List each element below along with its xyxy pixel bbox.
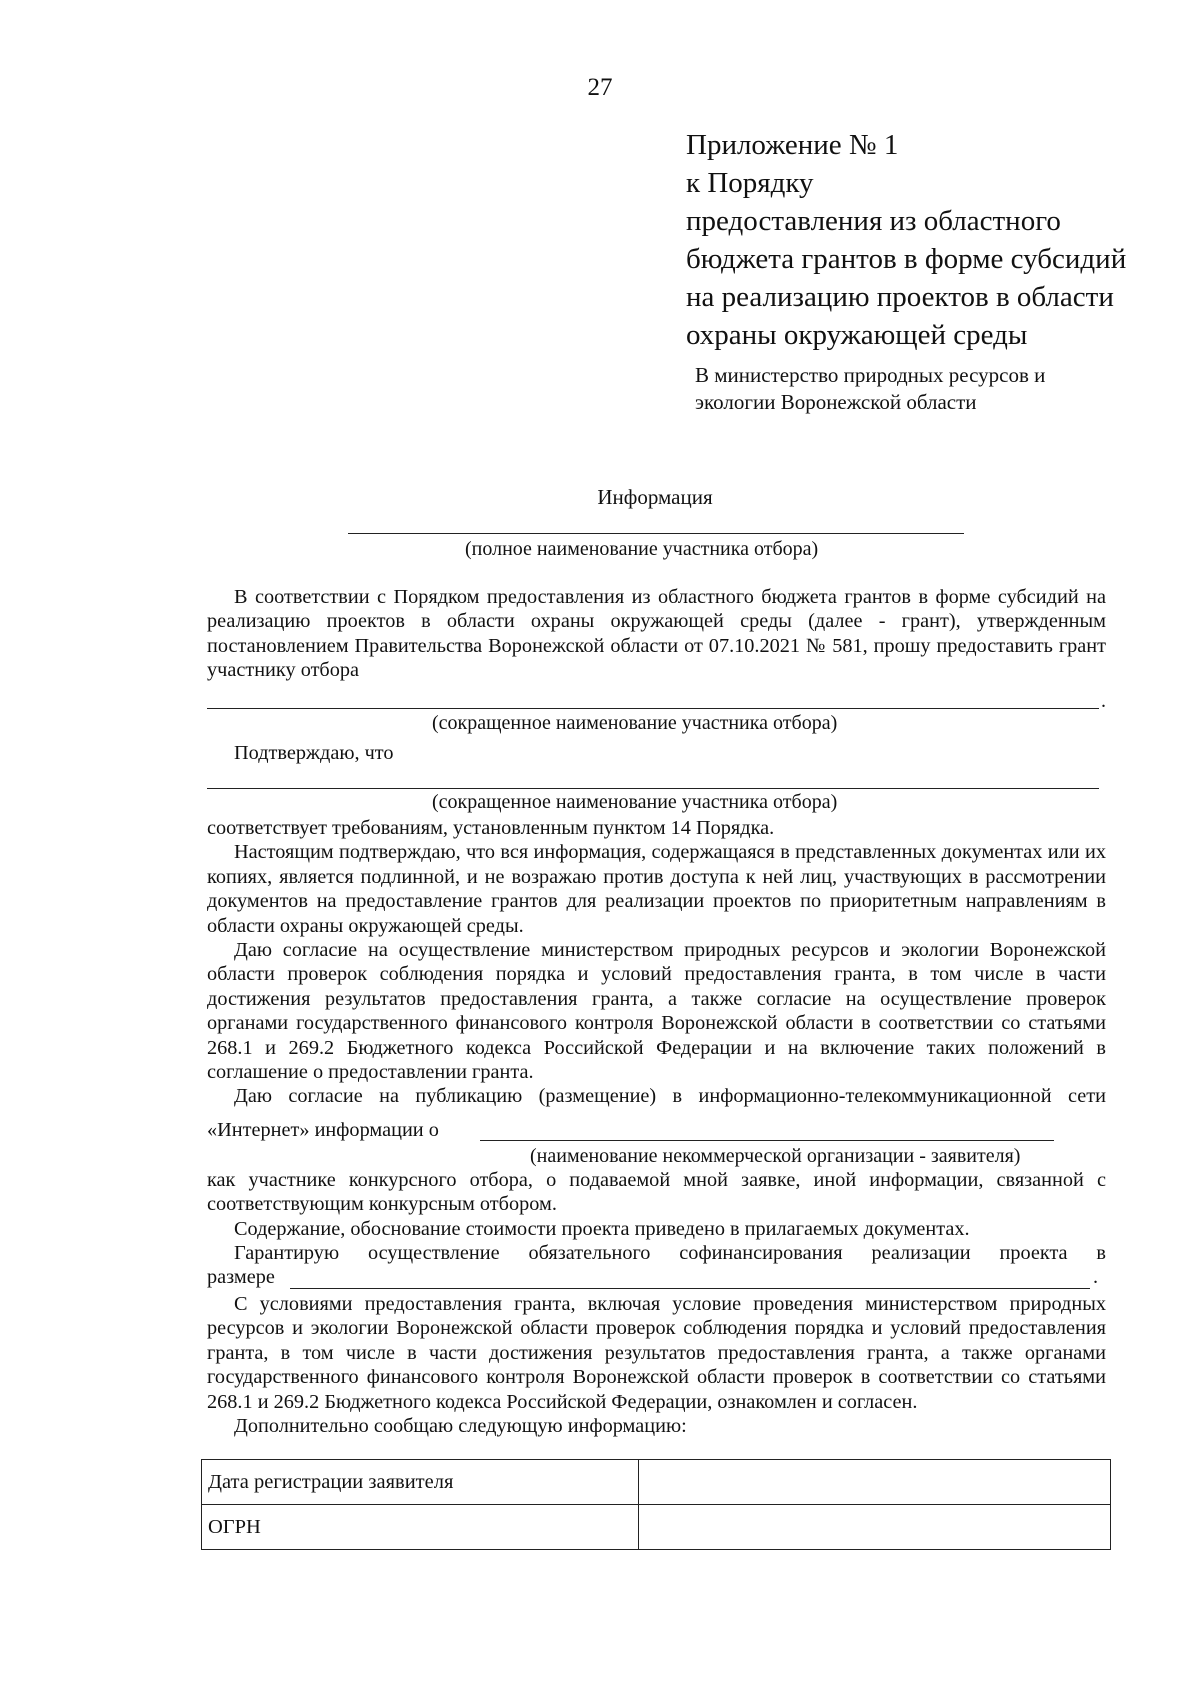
addressee [695, 362, 1045, 416]
paragraph-confirm [207, 741, 1106, 765]
paragraph-text: С условиями предоставления гранта, включая условие проведения министерством природных ресурсов и экологии Воронежской области проверок соблюдения порядка и условий предоставления гранта, в том числе в части достижения результатов предоставления гранта, а также органами государственного финансового контроля Воронежской области проверок в соответствии со статьями 268.1 и 269.2 Бюджетного кодекса Российской Федерации, ознакомлен и согласен. [207, 1293, 1106, 1413]
paragraph-block-main [207, 816, 1106, 1109]
table-cell-label: Дата регистрации заявителя [202, 1460, 639, 1505]
table-row [202, 1505, 1111, 1550]
appendix-line: к Порядку [686, 167, 814, 199]
short-name-caption-2: (сокращенное наименование участника отбора) [432, 791, 838, 813]
short-name-fill-line-1[interactable] [207, 708, 1099, 709]
table-row [202, 1460, 1111, 1505]
paragraph-text: Дополнительно сообщаю следующую информацию: [234, 1415, 687, 1438]
paragraph-text: Гарантирую осуществление обязательного софинансирования реализации проекта в [234, 1242, 1106, 1265]
short-name-fill-line-2[interactable] [207, 788, 1099, 789]
appendix-line: бюджета грантов в форме субсидий [686, 243, 1127, 275]
paragraph-request [207, 585, 1106, 683]
paragraph-block-conditions [207, 1292, 1106, 1438]
table-cell-label: ОГРН [202, 1505, 639, 1550]
appendix-header [686, 126, 1126, 354]
additional-info-table [201, 1459, 1111, 1550]
appendix-line: предоставления из областного [686, 205, 1061, 237]
addressee-line: экологии Воронежской области [695, 390, 977, 414]
paragraph-text: соответствует требованиям, установленным пунктом 14 Порядка. [207, 817, 775, 839]
addressee-line: В министерство природных ресурсов и [695, 363, 1046, 387]
paragraph-text: как участнике конкурсного отбора, о подаваемой мной заявке, иной информации, связанной с соответствующим конкурсным отбором. [207, 1169, 1106, 1216]
paragraph-text: Настоящим подтверждаю, что вся информация, содержащаяся в представленных документах или их копиях, является подлинной, и не возражаю против доступа к ней лиц, участвующих в рассмотрении документов на предоставление грантов для реализации проектов по приоритетным направлениям в области охраны окружающей среды. [207, 841, 1106, 937]
page-number: 27 [587, 74, 613, 101]
paragraph-text: В соответствии с Порядком предоставления из областного бюджета грантов в форме субсидий на реализацию проектов в области охраны окружающей среды (далее - грант), утвержденным постановлением Правительства Воронежской области от 07.10.2021 № 581, прошу предоставить грант участнику отбора [207, 586, 1106, 682]
table-cell-value[interactable] [639, 1505, 1111, 1550]
full-name-caption: (полное наименование участника отбора) [465, 538, 819, 560]
document-title: Информация [597, 485, 713, 509]
paragraph-text: Подтверждаю, что [234, 742, 394, 764]
appendix-line: охраны окружающей среды [686, 319, 1028, 351]
table-cell-value[interactable] [639, 1460, 1111, 1505]
appendix-line: на реализацию проектов в области [686, 281, 1114, 313]
line-end-period: . [1101, 690, 1106, 712]
short-name-caption-1: (сокращенное наименование участника отбора) [432, 712, 838, 734]
internet-info-label: «Интернет» информации о [207, 1119, 439, 1141]
paragraph-text: Даю согласие на публикацию (размещение) в информационно-телекоммуникационной сети [234, 1085, 1106, 1108]
paragraph-text: Даю согласие на осуществление министерством природных ресурсов и экологии Воронежской области проверок соблюдения порядка и условий предоставления гранта, в том числе в части достижения результатов предоставления гранта, а также согласие на осуществление проверок органами государственного финансового контроля Воронежской области в соответствии со статьями 268.1 и 269.2 Бюджетного кодекса Российской Федерации и на включение таких положений в соглашение о предоставлении гранта. [207, 939, 1106, 1084]
cofinancing-amount-label: размере [207, 1266, 275, 1288]
appendix-line: Приложение № 1 [686, 129, 899, 161]
nko-name-caption: (наименование некоммерческой организации - заявителя) [530, 1145, 1021, 1167]
nko-name-fill-line[interactable] [480, 1140, 1054, 1141]
paragraph-block-contest [207, 1168, 1106, 1266]
cofinancing-amount-fill-line[interactable] [290, 1288, 1090, 1289]
line-end-period: . [1093, 1266, 1099, 1288]
paragraph-text: Содержание, обоснование стоимости проекта приведено в прилагаемых документах. [234, 1217, 970, 1240]
full-name-fill-line[interactable] [348, 533, 964, 534]
